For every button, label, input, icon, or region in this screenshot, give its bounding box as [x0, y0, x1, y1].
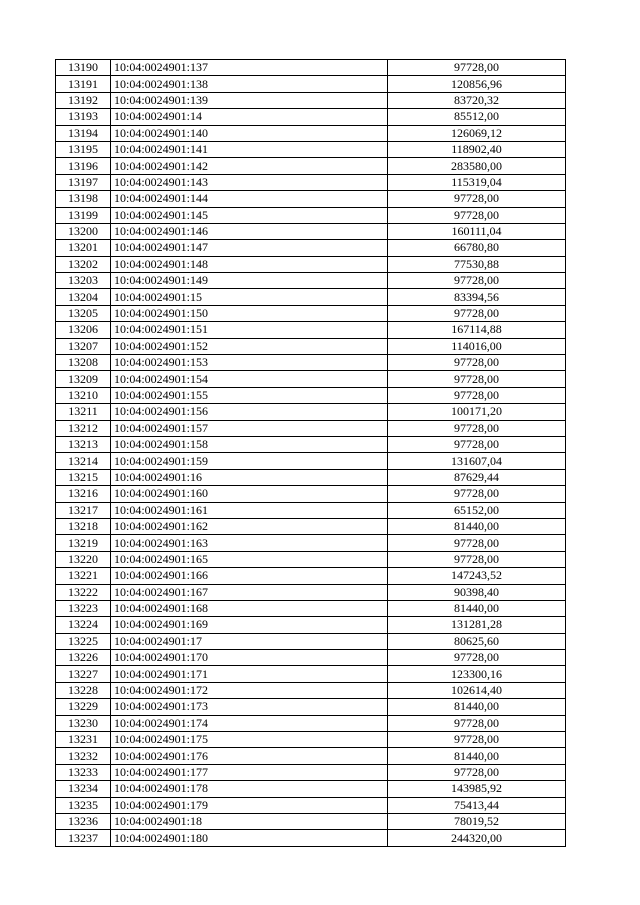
cadastral-number-cell: 10:04:0024901:154 [111, 371, 388, 387]
row-number-cell: 13196 [56, 158, 111, 174]
cadastral-number-cell: 10:04:0024901:155 [111, 387, 388, 403]
row-number-cell: 13222 [56, 584, 111, 600]
row-number-cell: 13211 [56, 404, 111, 420]
value-cell: 160111,04 [388, 223, 566, 239]
value-cell: 97728,00 [388, 436, 566, 452]
table-row [56, 584, 566, 600]
row-number-cell: 13197 [56, 174, 111, 190]
table-row [56, 748, 566, 764]
table-row [56, 76, 566, 92]
row-number-cell: 13201 [56, 240, 111, 256]
cadastral-number-cell: 10:04:0024901:165 [111, 551, 388, 567]
value-cell: 85512,00 [388, 109, 566, 125]
cadastral-number-cell: 10:04:0024901:173 [111, 699, 388, 715]
table-row [56, 453, 566, 469]
value-cell: 283580,00 [388, 158, 566, 174]
row-number-cell: 13193 [56, 109, 111, 125]
table-row [56, 355, 566, 371]
value-cell: 143985,92 [388, 781, 566, 797]
value-cell: 126069,12 [388, 125, 566, 141]
value-cell: 97728,00 [388, 715, 566, 731]
row-number-cell: 13218 [56, 518, 111, 534]
cadastral-number-cell: 10:04:0024901:160 [111, 486, 388, 502]
row-number-cell: 13213 [56, 436, 111, 452]
row-number-cell: 13227 [56, 666, 111, 682]
value-cell: 97728,00 [388, 535, 566, 551]
cadastral-number-cell: 10:04:0024901:138 [111, 76, 388, 92]
table-row [56, 125, 566, 141]
value-cell: 65152,00 [388, 502, 566, 518]
cadastral-number-cell: 10:04:0024901:16 [111, 469, 388, 485]
cadastral-number-cell: 10:04:0024901:157 [111, 420, 388, 436]
value-cell: 123300,16 [388, 666, 566, 682]
row-number-cell: 13206 [56, 322, 111, 338]
row-number-cell: 13209 [56, 371, 111, 387]
cadastral-number-cell: 10:04:0024901:141 [111, 141, 388, 157]
cadastral-number-cell: 10:04:0024901:149 [111, 273, 388, 289]
value-cell: 114016,00 [388, 338, 566, 354]
value-cell: 244320,00 [388, 830, 566, 846]
table-row [56, 338, 566, 354]
cadastral-number-cell: 10:04:0024901:174 [111, 715, 388, 731]
table-row [56, 682, 566, 698]
table-row [56, 322, 566, 338]
cadastral-number-cell: 10:04:0024901:159 [111, 453, 388, 469]
table-row [56, 223, 566, 239]
value-cell: 131607,04 [388, 453, 566, 469]
row-number-cell: 13224 [56, 617, 111, 633]
row-number-cell: 13229 [56, 699, 111, 715]
table-row [56, 502, 566, 518]
row-number-cell: 13220 [56, 551, 111, 567]
table-row [56, 174, 566, 190]
value-cell: 97728,00 [388, 191, 566, 207]
table-row [56, 436, 566, 452]
cadastral-value-table [55, 59, 566, 847]
cadastral-number-cell: 10:04:0024901:168 [111, 600, 388, 616]
table-row [56, 781, 566, 797]
table-row [56, 666, 566, 682]
value-cell: 97728,00 [388, 650, 566, 666]
cadastral-number-cell: 10:04:0024901:153 [111, 355, 388, 371]
row-number-cell: 13233 [56, 764, 111, 780]
cadastral-number-cell: 10:04:0024901:170 [111, 650, 388, 666]
row-number-cell: 13192 [56, 92, 111, 108]
cadastral-number-cell: 10:04:0024901:162 [111, 518, 388, 534]
table-row [56, 568, 566, 584]
value-cell: 115319,04 [388, 174, 566, 190]
row-number-cell: 13199 [56, 207, 111, 223]
cadastral-number-cell: 10:04:0024901:176 [111, 748, 388, 764]
value-cell: 81440,00 [388, 600, 566, 616]
table-row [56, 207, 566, 223]
value-cell: 97728,00 [388, 305, 566, 321]
cadastral-number-cell: 10:04:0024901:166 [111, 568, 388, 584]
row-number-cell: 13237 [56, 830, 111, 846]
table-row [56, 715, 566, 731]
value-cell: 75413,44 [388, 797, 566, 813]
row-number-cell: 13225 [56, 633, 111, 649]
value-cell: 118902,40 [388, 141, 566, 157]
value-cell: 97728,00 [388, 551, 566, 567]
cadastral-number-cell: 10:04:0024901:147 [111, 240, 388, 256]
row-number-cell: 13204 [56, 289, 111, 305]
table-row [56, 797, 566, 813]
value-cell: 97728,00 [388, 60, 566, 76]
row-number-cell: 13208 [56, 355, 111, 371]
table-row [56, 92, 566, 108]
row-number-cell: 13191 [56, 76, 111, 92]
value-cell: 90398,40 [388, 584, 566, 600]
row-number-cell: 13195 [56, 141, 111, 157]
value-cell: 97728,00 [388, 420, 566, 436]
cadastral-number-cell: 10:04:0024901:143 [111, 174, 388, 190]
row-number-cell: 13210 [56, 387, 111, 403]
cadastral-number-cell: 10:04:0024901:177 [111, 764, 388, 780]
table-row [56, 305, 566, 321]
table-body [56, 60, 566, 847]
cadastral-number-cell: 10:04:0024901:161 [111, 502, 388, 518]
value-cell: 87629,44 [388, 469, 566, 485]
cadastral-number-cell: 10:04:0024901:142 [111, 158, 388, 174]
table-row [56, 633, 566, 649]
cadastral-number-cell: 10:04:0024901:144 [111, 191, 388, 207]
table-row [56, 109, 566, 125]
row-number-cell: 13232 [56, 748, 111, 764]
cadastral-number-cell: 10:04:0024901:158 [111, 436, 388, 452]
table-row [56, 764, 566, 780]
row-number-cell: 13234 [56, 781, 111, 797]
value-cell: 97728,00 [388, 207, 566, 223]
table-row [56, 420, 566, 436]
value-cell: 100171,20 [388, 404, 566, 420]
value-cell: 102614,40 [388, 682, 566, 698]
table-row [56, 486, 566, 502]
row-number-cell: 13203 [56, 273, 111, 289]
row-number-cell: 13207 [56, 338, 111, 354]
value-cell: 83394,56 [388, 289, 566, 305]
cadastral-number-cell: 10:04:0024901:137 [111, 60, 388, 76]
value-cell: 97728,00 [388, 355, 566, 371]
table-row [56, 699, 566, 715]
table-row [56, 60, 566, 76]
row-number-cell: 13205 [56, 305, 111, 321]
row-number-cell: 13202 [56, 256, 111, 272]
value-cell: 66780,80 [388, 240, 566, 256]
row-number-cell: 13215 [56, 469, 111, 485]
cadastral-number-cell: 10:04:0024901:167 [111, 584, 388, 600]
table-row [56, 650, 566, 666]
cadastral-number-cell: 10:04:0024901:139 [111, 92, 388, 108]
cadastral-number-cell: 10:04:0024901:17 [111, 633, 388, 649]
row-number-cell: 13200 [56, 223, 111, 239]
cadastral-number-cell: 10:04:0024901:175 [111, 732, 388, 748]
row-number-cell: 13231 [56, 732, 111, 748]
value-cell: 131281,28 [388, 617, 566, 633]
cadastral-number-cell: 10:04:0024901:152 [111, 338, 388, 354]
row-number-cell: 13226 [56, 650, 111, 666]
cadastral-number-cell: 10:04:0024901:15 [111, 289, 388, 305]
value-cell: 77530,88 [388, 256, 566, 272]
table-row [56, 273, 566, 289]
row-number-cell: 13198 [56, 191, 111, 207]
table-row [56, 191, 566, 207]
cadastral-number-cell: 10:04:0024901:169 [111, 617, 388, 633]
table-row [56, 256, 566, 272]
row-number-cell: 13235 [56, 797, 111, 813]
table-row [56, 469, 566, 485]
table-row [56, 371, 566, 387]
value-cell: 147243,52 [388, 568, 566, 584]
value-cell: 97728,00 [388, 387, 566, 403]
table-row [56, 404, 566, 420]
table-row [56, 141, 566, 157]
cadastral-number-cell: 10:04:0024901:180 [111, 830, 388, 846]
row-number-cell: 13221 [56, 568, 111, 584]
value-cell: 97728,00 [388, 764, 566, 780]
cadastral-number-cell: 10:04:0024901:172 [111, 682, 388, 698]
cadastral-number-cell: 10:04:0024901:146 [111, 223, 388, 239]
cadastral-number-cell: 10:04:0024901:18 [111, 813, 388, 829]
value-cell: 83720,32 [388, 92, 566, 108]
cadastral-number-cell: 10:04:0024901:14 [111, 109, 388, 125]
table-row [56, 518, 566, 534]
row-number-cell: 13228 [56, 682, 111, 698]
table-row [56, 289, 566, 305]
table-row [56, 158, 566, 174]
cadastral-number-cell: 10:04:0024901:150 [111, 305, 388, 321]
row-number-cell: 13190 [56, 60, 111, 76]
cadastral-number-cell: 10:04:0024901:145 [111, 207, 388, 223]
cadastral-number-cell: 10:04:0024901:171 [111, 666, 388, 682]
table-row [56, 551, 566, 567]
table-row [56, 813, 566, 829]
cadastral-number-cell: 10:04:0024901:140 [111, 125, 388, 141]
row-number-cell: 13217 [56, 502, 111, 518]
row-number-cell: 13212 [56, 420, 111, 436]
value-cell: 78019,52 [388, 813, 566, 829]
cadastral-number-cell: 10:04:0024901:151 [111, 322, 388, 338]
value-cell: 81440,00 [388, 748, 566, 764]
row-number-cell: 13236 [56, 813, 111, 829]
cadastral-number-cell: 10:04:0024901:148 [111, 256, 388, 272]
table-row [56, 600, 566, 616]
value-cell: 97728,00 [388, 732, 566, 748]
table-row [56, 732, 566, 748]
cadastral-number-cell: 10:04:0024901:156 [111, 404, 388, 420]
row-number-cell: 13214 [56, 453, 111, 469]
row-number-cell: 13223 [56, 600, 111, 616]
table-row [56, 240, 566, 256]
table-row [56, 830, 566, 846]
table-row [56, 617, 566, 633]
value-cell: 81440,00 [388, 518, 566, 534]
table-row [56, 387, 566, 403]
table-row [56, 535, 566, 551]
value-cell: 167114,88 [388, 322, 566, 338]
row-number-cell: 13216 [56, 486, 111, 502]
cadastral-number-cell: 10:04:0024901:179 [111, 797, 388, 813]
value-cell: 80625,60 [388, 633, 566, 649]
row-number-cell: 13219 [56, 535, 111, 551]
cadastral-number-cell: 10:04:0024901:178 [111, 781, 388, 797]
value-cell: 97728,00 [388, 486, 566, 502]
value-cell: 97728,00 [388, 273, 566, 289]
value-cell: 97728,00 [388, 371, 566, 387]
row-number-cell: 13230 [56, 715, 111, 731]
value-cell: 120856,96 [388, 76, 566, 92]
cadastral-number-cell: 10:04:0024901:163 [111, 535, 388, 551]
value-cell: 81440,00 [388, 699, 566, 715]
row-number-cell: 13194 [56, 125, 111, 141]
